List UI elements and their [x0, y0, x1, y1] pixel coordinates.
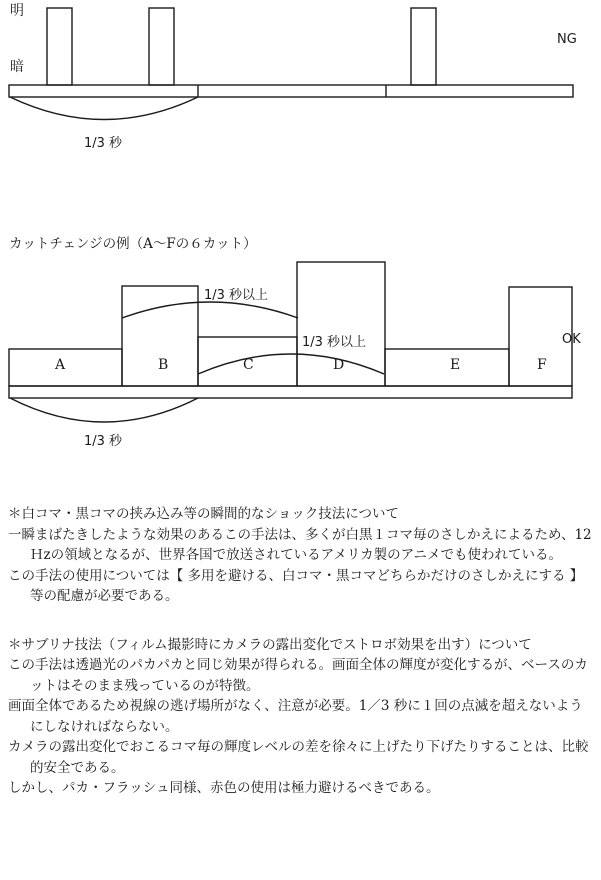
cut-label-a: A — [55, 357, 66, 373]
baseline-track — [9, 386, 572, 398]
section-heading: ＊白コマ・黒コマの挟み込み等の瞬間的なショック技法について — [8, 506, 399, 522]
cut-label-e: E — [450, 357, 461, 373]
cut-label-d: D — [333, 357, 345, 373]
figure-caption: カットチェンジの例（A～Fの６カット） — [9, 236, 257, 252]
cut-label-b: B — [158, 357, 169, 373]
span-label-1: 1/3 秒以上 — [204, 288, 269, 303]
paragraph: この手法は透過光のパカパカと同じ効果が得られる。画面全体の輝度が変化するが、ベースのカットはそのまま残っているのが特徴。 — [8, 657, 588, 694]
cut-label-f: F — [537, 357, 547, 373]
paragraph: カメラの露出変化でおこるコマ毎の輝度レベルの差を徐々に上げたり下げたりすることは、比較的安全である。 — [8, 739, 589, 776]
paragraph: しかし、パカ・フラッシュ同様、赤色の使用は極力避けるべきである。 — [8, 780, 440, 796]
dark-label: 暗 — [10, 59, 24, 75]
duration-arc — [198, 354, 384, 374]
ok-interval-label: 1/3 秒 — [84, 434, 123, 449]
paragraph: 一瞬まばたきしたような効果のあるこの手法は、多くが白黒１コマ毎のさしかえによるため、12 Ｈzの領域となるが、世界各国で放送されているアメリカ製のアニメでも使われている。 — [8, 526, 592, 563]
ok-verdict: OK — [562, 332, 581, 347]
cut-label-c: C — [243, 357, 254, 373]
bright-label: 明 — [10, 3, 24, 19]
paragraph: この手法の使用については【 多用を避ける、白コマ・黒コマどちらかだけのさしかえにする 】等の配慮が必要である。 — [8, 567, 584, 604]
section-shock-technique — [8, 504, 596, 607]
cut-block-a — [9, 349, 122, 386]
interval-arc — [10, 398, 198, 422]
ng-interval-label: 1/3 秒 — [84, 136, 123, 151]
body-text — [8, 504, 596, 799]
span-label-2: 1/3 秒以上 — [302, 335, 367, 350]
section-heading: ＊サブリナ技法（フィルム撮影時にカメラの露出変化でストロボ効果を出す）について — [8, 636, 532, 653]
duration-arc — [122, 302, 298, 318]
ng-verdict: NG — [557, 32, 577, 47]
section-sabrina-technique — [8, 635, 596, 799]
paragraph: 画面全体であるため視線の逃げ場所がなく、注意が必要。1／3 秒に１回の点滅を超えないようにしなければならない。 — [8, 698, 583, 735]
cut-block-e — [385, 349, 509, 386]
